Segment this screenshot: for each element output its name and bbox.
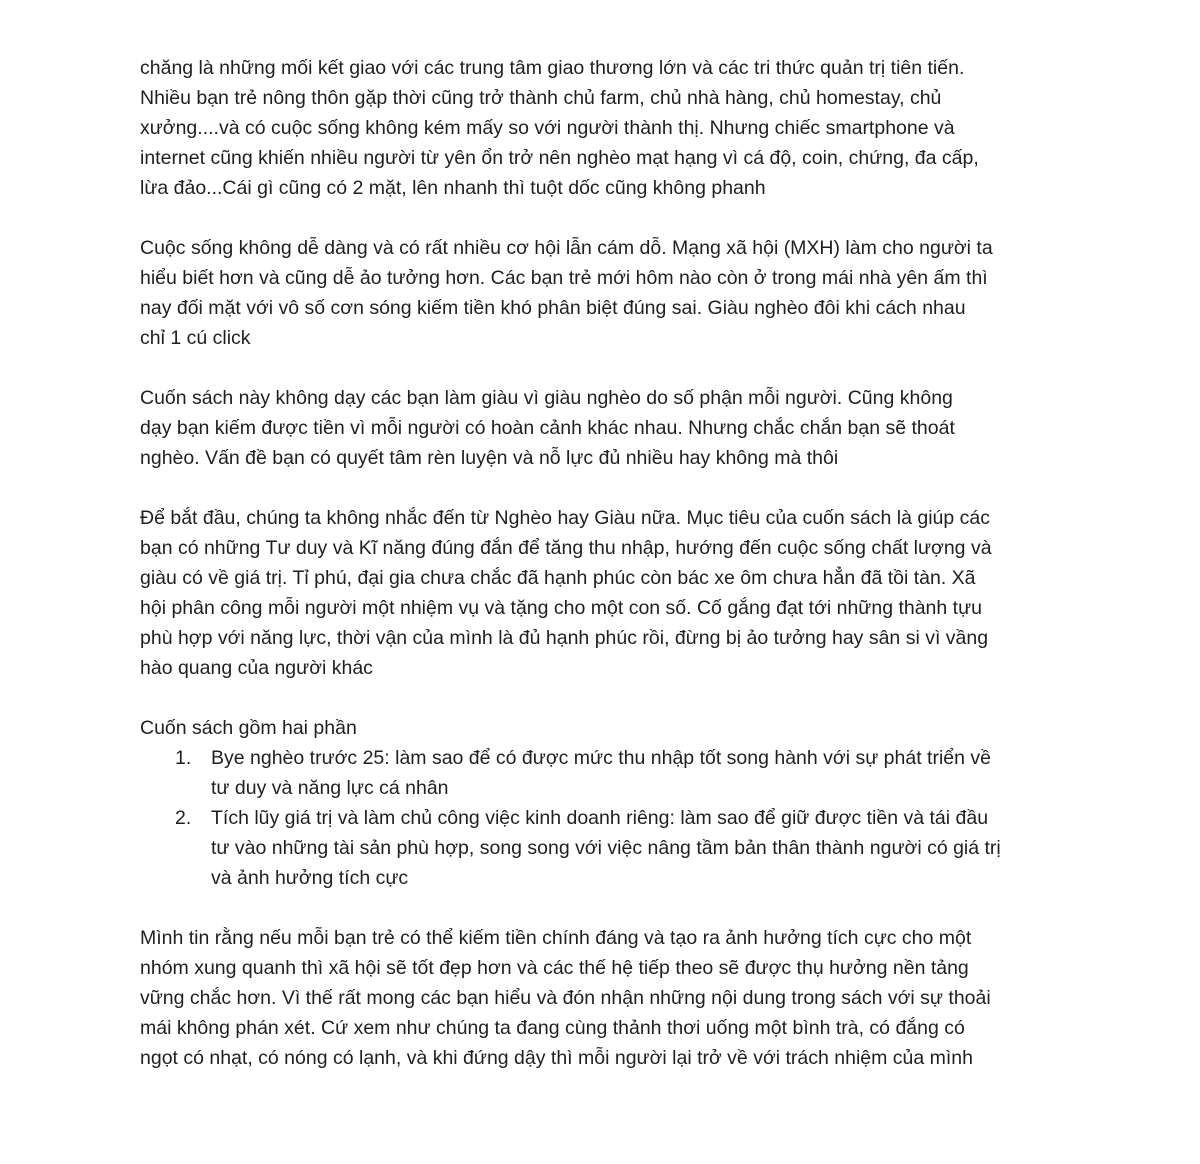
paragraph [140, 503, 1080, 683]
list-item [140, 743, 1080, 803]
text-line: chăng là những mối kết giao với các trung tâm giao thương lớn và các tri thức quản trị tiên tiến. [140, 57, 965, 79]
text-line: ngọt có nhạt, có nóng có lạnh, và khi đứng dậy thì mỗi người lại trở về với trách nhiệm của mình [140, 1047, 973, 1069]
text-line: Bye nghèo trước 25: làm sao để có được mức thu nhập tốt song hành với sự phát triển về [211, 747, 991, 769]
text-line: vững chắc hơn. Vì thế rất mong các bạn hiểu và đón nhận những nội dung trong sách với sự thoải [140, 987, 991, 1009]
list-number: 1. [175, 747, 192, 769]
text-line: Cuộc sống không dễ dàng và có rất nhiều cơ hội lẫn cám dỗ. Mạng xã hội (MXH) làm cho người ta [140, 237, 993, 259]
text-line: nhóm xung quanh thì xã hội sẽ tốt đẹp hơn và các thế hệ tiếp theo sẽ được thụ hưởng nền tảng [140, 957, 969, 979]
text-line: lừa đảo...Cái gì cũng có 2 mặt, lên nhanh thì tuột dốc cũng không phanh [140, 177, 766, 199]
text-line: Tích lũy giá trị và làm chủ công việc kinh doanh riêng: làm sao để giữ được tiền và tái đầu [211, 807, 989, 829]
document-body [140, 53, 1080, 1103]
text-line: chỉ 1 cú click [140, 327, 251, 349]
text-line: hội phân công mỗi người một nhiệm vụ và tặng cho một con số. Cố gắng đạt tới những thành tựu [140, 597, 982, 619]
text-line: phù hợp với năng lực, thời vận của mình là đủ hạnh phúc rồi, đừng bị ảo tưởng hay sân si vì vầng [140, 627, 989, 649]
list-intro: Cuốn sách gồm hai phần [140, 717, 357, 739]
text-line: Để bắt đầu, chúng ta không nhắc đến từ Nghèo hay Giàu nữa. Mục tiêu của cuốn sách là giúp các [140, 507, 990, 529]
text-line: tư vào những tài sản phù hợp, song song với việc nâng tầm bản thân thành người có giá trị [211, 837, 1001, 859]
text-line: nay đối mặt với vô số cơn sóng kiếm tiền khó phân biệt đúng sai. Giàu nghèo đôi khi cách nhau [140, 297, 966, 319]
paragraph [140, 383, 1080, 473]
text-line: bạn có những Tư duy và Kĩ năng đúng đắn để tăng thu nhập, hướng đến cuộc sống chất lượng và [140, 537, 992, 559]
closing-paragraph [140, 923, 1080, 1073]
text-line: internet cũng khiến nhiều người từ yên ổn trở nên nghèo mạt hạng vì cá độ, coin, chứng, đa cấp, [140, 147, 979, 169]
text-line: hiểu biết hơn và cũng dễ ảo tưởng hơn. Các bạn trẻ mới hôm nào còn ở trong mái nhà yên ấm thì [140, 267, 988, 289]
text-line: Mình tin rằng nếu mỗi bạn trẻ có thể kiếm tiền chính đáng và tạo ra ảnh hưởng tích cực cho một [140, 927, 972, 949]
text-line: và ảnh hưởng tích cực [211, 867, 409, 889]
text-line: tư duy và năng lực cá nhân [211, 777, 449, 799]
paragraph [140, 233, 1080, 353]
numbered-list [140, 743, 1080, 893]
text-line: Nhiều bạn trẻ nông thôn gặp thời cũng trở thành chủ farm, chủ nhà hàng, chủ homestay, chủ [140, 87, 942, 109]
text-line: hào quang của người khác [140, 657, 373, 679]
text-line: mái không phán xét. Cứ xem như chúng ta đang cùng thảnh thơi uống một bình trà, có đắng có [140, 1017, 965, 1039]
text-line: nghèo. Vấn đề bạn có quyết tâm rèn luyện và nỗ lực đủ nhiều hay không mà thôi [140, 447, 839, 469]
list-item [140, 803, 1080, 893]
list-number: 2. [175, 807, 192, 829]
text-line: giàu có về giá trị. Tỉ phú, đại gia chưa chắc đã hạnh phúc còn bác xe ôm chưa hẳn đã tồi tàn. Xã [140, 567, 976, 589]
paragraph [140, 53, 1080, 203]
text-line: dạy bạn kiếm được tiền vì mỗi người có hoàn cảnh khác nhau. Nhưng chắc chắn bạn sẽ thoát [140, 417, 955, 439]
text-line: xưởng....và có cuộc sống không kém mấy so với người thành thị. Nhưng chiếc smartphone và [140, 117, 955, 139]
text-line: Cuốn sách này không dạy các bạn làm giàu vì giàu nghèo do số phận mỗi người. Cũng không [140, 387, 953, 409]
